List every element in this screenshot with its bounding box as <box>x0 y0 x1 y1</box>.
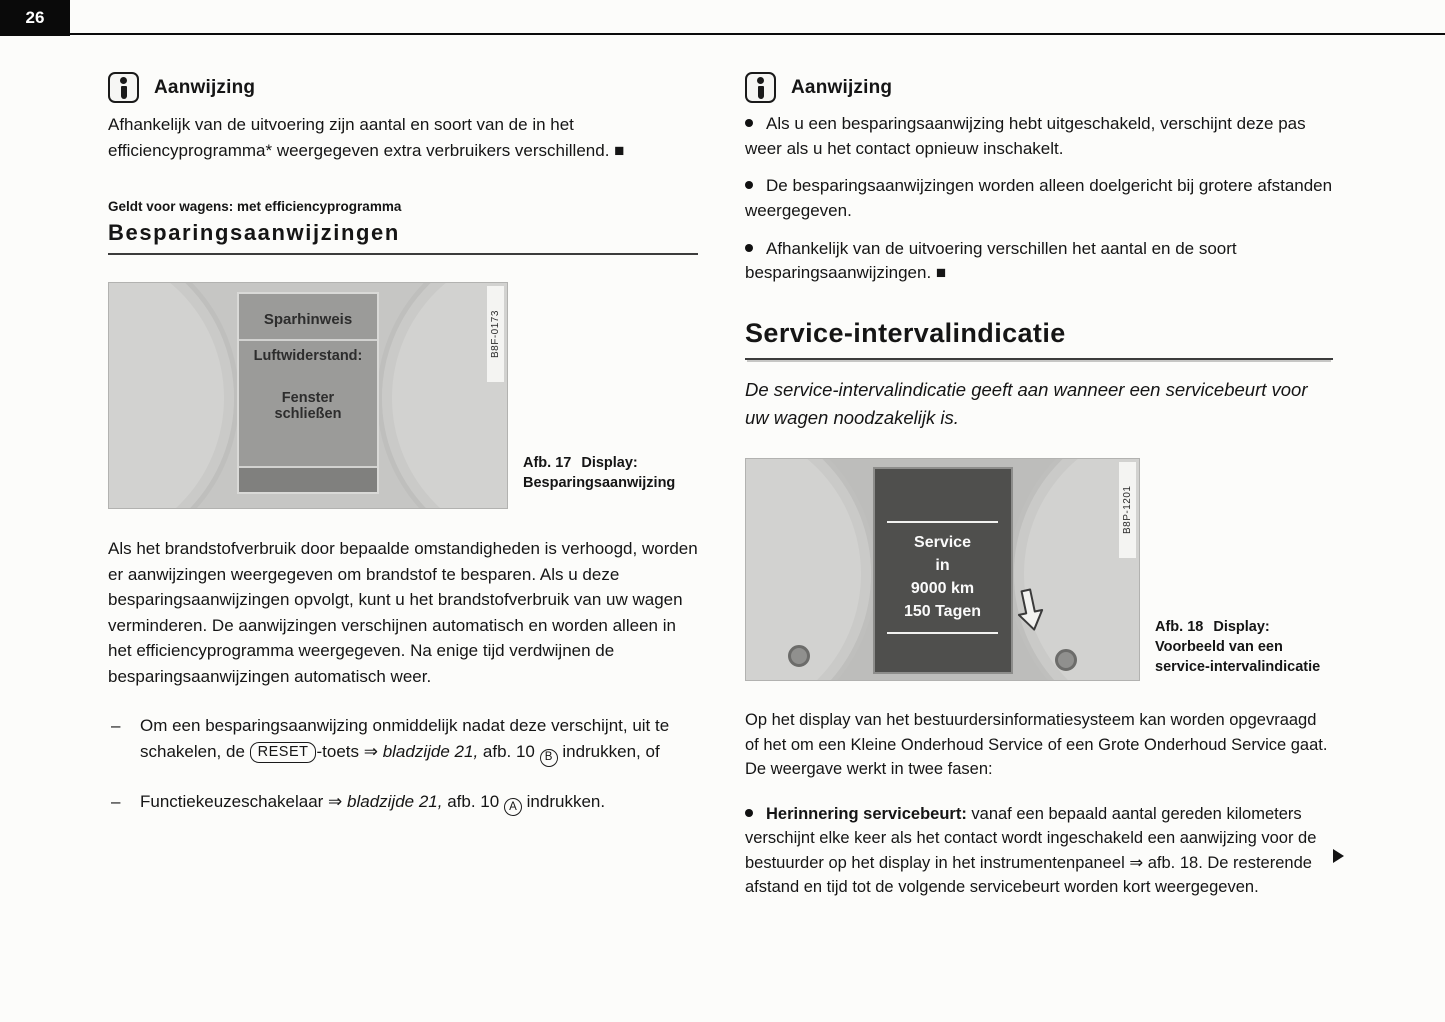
figure-caption-text: Display: Voorbeeld van een service-intervalindicatie <box>1155 619 1321 676</box>
instruction-list <box>108 713 698 816</box>
applies-to-line: Geldt voor wagens: met efficiencyprogramma <box>108 199 402 214</box>
list-item-text: indrukken. <box>521 791 606 811</box>
callout-letter: A <box>504 798 522 816</box>
display-line: schließen <box>274 406 342 422</box>
display-bottom-band <box>239 466 377 492</box>
list-item <box>108 713 698 767</box>
list-item-text: afb. 10 <box>442 791 504 811</box>
figure-caption-label: Afb. 17 <box>523 455 572 471</box>
note-bullet-text: De besparingsaanwijzingen worden alleen doelgericht bij grotere afstanden weergegeven. <box>745 176 1333 220</box>
gauge-left <box>745 458 876 681</box>
list-item-text: Functiekeuzeschakelaar ⇒ <box>140 791 348 811</box>
figure-code: B8P-1201 <box>1119 462 1136 558</box>
section-intro: De service-intervalindicatie geeft aan wanneer een servicebeurt voor uw wagen noodzakelijk is. <box>745 378 1308 428</box>
display-line: Fenster <box>281 390 335 406</box>
list-item-text: Om een besparingsaanwijzing onmiddelijk nadat deze verschijnt, uit te schakelen, de <box>140 716 670 761</box>
list-item <box>108 789 698 817</box>
gauge-left <box>108 282 239 509</box>
note-bullet-text: Afhankelijk van de uitvoering verschillen het aantal en de soort besparingsaanwijzingen. ■ <box>745 238 1237 283</box>
page-number-box <box>0 0 70 36</box>
page-reference: bladzijde 21, <box>347 791 443 811</box>
note-bullet-text: Als u een besparingsaanwijzing hebt uitgeschakeld, verschijnt deze pas weer als u het contact opnieuw inschakelt. <box>745 114 1306 158</box>
left-paragraph: Als het brandstofverbruik door bepaalde omstandigheden is verhoogd, worden er aanwijzingen weergegeven om brandstof te besparen. Als u deze besparingsaanwijzingen opvolgt, kunt u het brandstofverbruik van uw wagen verminderen. De aanwijzingen verschijnen automatisch en worden alleen in het efficiencyprogramma weergegeven. Na enige tijd verdwijnen de besparingsaanwijzingen automatisch weer. <box>108 539 698 686</box>
info-icon <box>745 72 776 103</box>
display-title: Sparhinweis <box>263 311 353 328</box>
bullet-dot <box>745 809 753 817</box>
callout-letter: B <box>540 749 558 767</box>
figure-17-image <box>108 282 508 509</box>
left-column <box>108 72 698 899</box>
display-line: Service <box>914 534 971 552</box>
display-line: 150 Tagen <box>903 602 982 620</box>
note-title: Aanwijzing <box>791 76 893 98</box>
note-header-right <box>745 72 1333 103</box>
reset-key-label: RESET <box>250 742 317 763</box>
figure-caption-text: Display: Besparingsaanwijzing <box>523 455 676 491</box>
display-line: Luftwiderstand: <box>253 348 363 364</box>
info-icon-stem <box>758 86 764 99</box>
display-line: 9000 km <box>910 579 975 597</box>
figure-18-caption <box>1155 617 1333 681</box>
cluster-display <box>237 292 379 494</box>
info-icon-stem <box>121 86 127 99</box>
note-bullet <box>745 237 1333 286</box>
continuation-arrow-icon <box>1333 849 1344 863</box>
figure-17-caption <box>523 453 698 509</box>
cluster-display <box>873 467 1013 674</box>
bullet-dot <box>745 119 753 127</box>
info-icon <box>108 72 139 103</box>
list-item-text: -toets ⇒ <box>316 741 383 761</box>
page-reference: bladzijde 21, <box>382 741 479 761</box>
service-bullet <box>745 802 1333 899</box>
right-paragraph: Op het display van het bestuurdersinformatiesysteem kan worden opgevraagd of het om een Kleine Onderhoud Service of een Grote Onderhoud Service gaat. De weergave werkt in twee fasen: <box>745 711 1328 778</box>
right-column <box>745 72 1333 899</box>
note-body: Afhankelijk van de uitvoering zijn aantal en soort van de in het efficiencyprogramma* weergegeven extra verbruikers verschillend. ■ <box>108 115 625 160</box>
section-title-service-intervalindicatie: Service-intervalindicatie <box>745 318 1333 360</box>
bullet-dot <box>745 181 753 189</box>
content-columns <box>108 72 1333 899</box>
header-rule <box>70 33 1445 35</box>
figure-caption-label: Afb. 18 <box>1155 619 1204 636</box>
info-icon-dot <box>757 77 764 84</box>
list-item-text: afb. 10 <box>478 741 540 761</box>
bullet-dot <box>745 244 753 252</box>
note-bullet <box>745 174 1333 223</box>
service-bullet-text: vanaf een bepaald aantal gereden kilometers verschijnt elke keer als het contact wordt ingeschakeld een aanwijzing voor de bestuurder op het display in het instrumentenpaneel ⇒ afb. 18. De resterende afstand en tijd tot de volgende servicebeurt worden kort weergegeven. <box>745 805 1317 896</box>
note-bullet-list <box>745 112 1333 286</box>
figure-18-image <box>745 458 1140 681</box>
section-title-besparingsaanwijzingen: Besparingsaanwijzingen <box>108 220 698 255</box>
display-separator <box>239 339 377 341</box>
display-line: in <box>935 557 950 575</box>
note-header-left <box>108 72 698 103</box>
figure-code: B8F-0173 <box>487 286 504 382</box>
display-separator <box>887 632 999 634</box>
display-separator <box>887 521 999 523</box>
note-bullet <box>745 112 1333 161</box>
service-bullet-lead: Herinnering servicebeurt: <box>766 805 967 824</box>
list-item-text: indrukken, of <box>557 741 660 761</box>
figure-18 <box>745 458 1333 681</box>
figure-17 <box>108 282 698 509</box>
note-title: Aanwijzing <box>154 76 256 98</box>
info-icon-dot <box>120 77 127 84</box>
page-number: 26 <box>25 8 45 27</box>
